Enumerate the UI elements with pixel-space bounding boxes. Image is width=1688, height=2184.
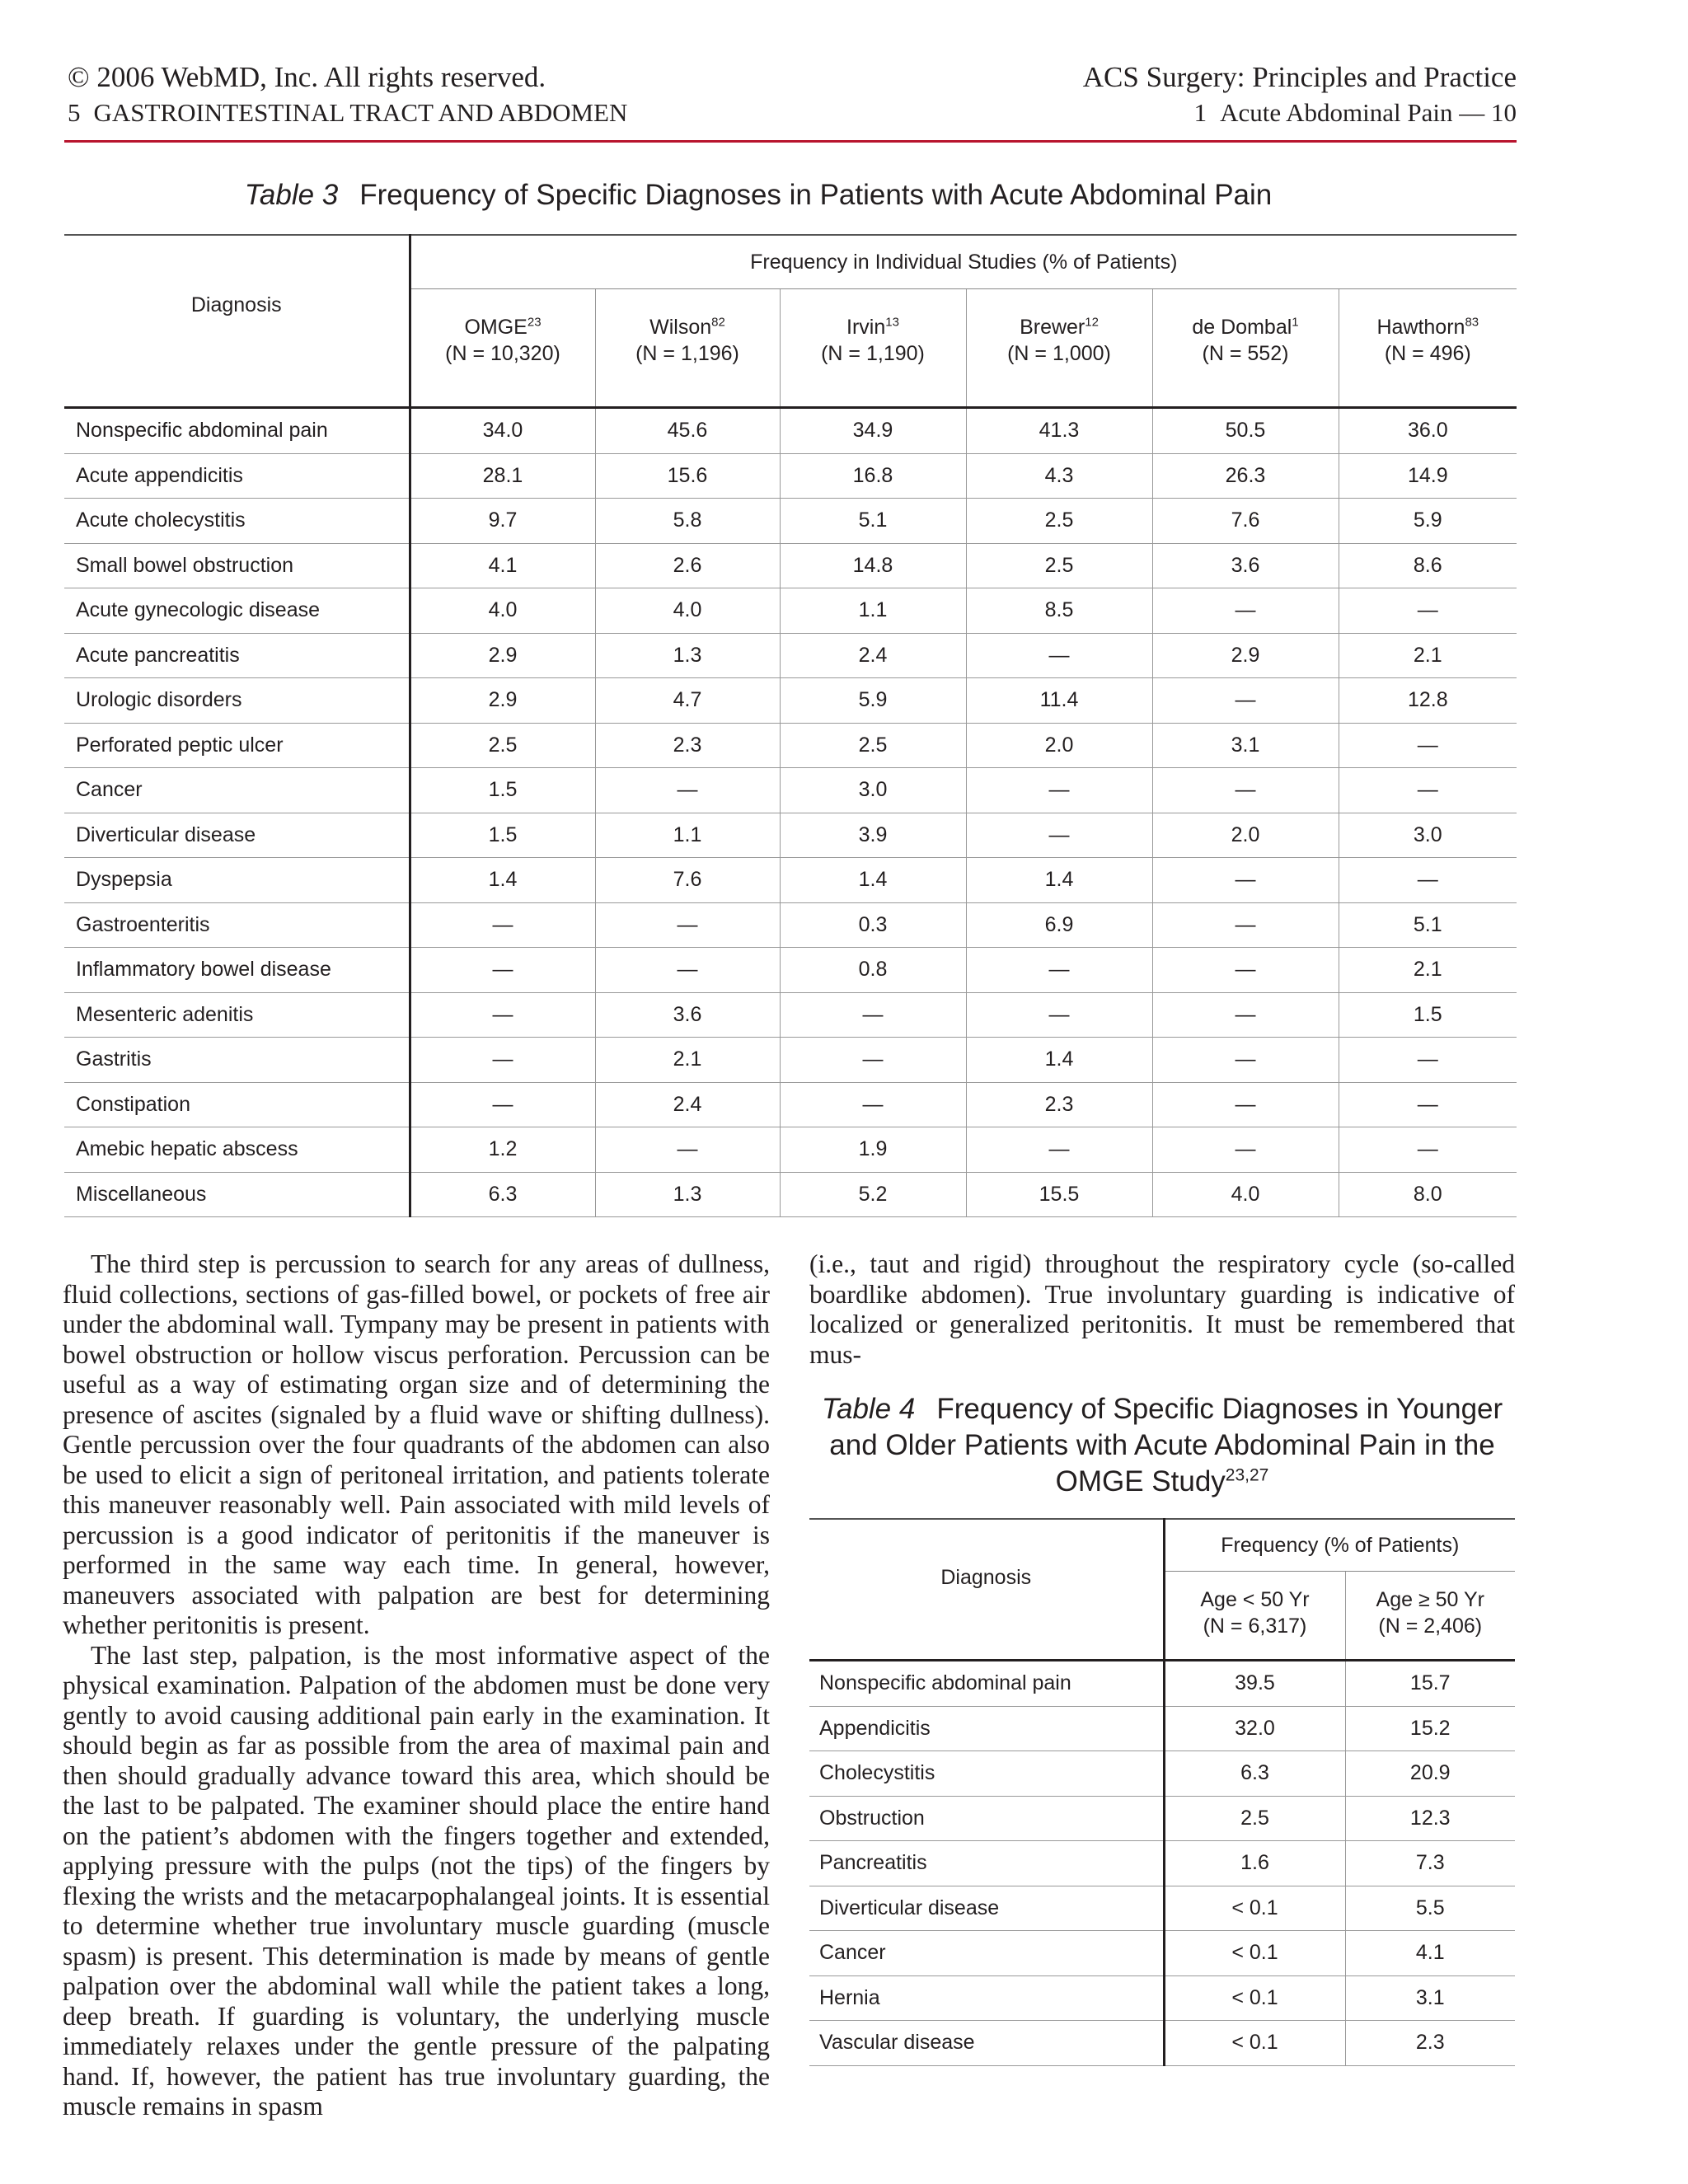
- section-line: [68, 96, 627, 130]
- table-cell: 2.5: [1164, 1796, 1345, 1841]
- table-cell: 6.3: [410, 1172, 595, 1217]
- table-cell: —: [966, 1127, 1152, 1173]
- table-cell: 2.1: [1339, 948, 1517, 993]
- table-cell: 7.6: [595, 858, 780, 903]
- table-cell: —: [966, 992, 1152, 1038]
- table-row: [64, 1172, 1517, 1217]
- table-cell: 2.9: [1152, 633, 1339, 678]
- body-paragraph: The last step, palpation, is the most informative aspect of the physical examination. Palpation of the abdomen must be done very gently to avoid causing additional pain early in the examination. It should begin as far as possible from the area of maximal pain and then should gradually advance toward this area, which should be the last to be palpated. The examiner should place the entire hand on the patient’s abdomen with the fingers together and extended, applying pressure with the pulps (not the tips) of the fingers by flexing the wrists and the metacarpophalangeal joints. It is essential to determine whether true involuntary muscle guarding (muscle spasm) is present. This determination is made by means of gentle palpation over the abdominal wall while the patient takes a long, deep breath. If guarding is voluntary, the underlying muscle immediately relaxes under the gentle pressure of the palpating hand. If, however, the patient has true involuntary guarding, the muscle remains in spasm: [63, 1640, 770, 2121]
- table3-column-header: [966, 289, 1152, 408]
- table3-caption: [0, 176, 1517, 214]
- table-cell: < 0.1: [1164, 1886, 1345, 1931]
- table-cell: —: [1339, 1082, 1517, 1127]
- table-cell: 1.6: [1164, 1841, 1345, 1886]
- column-reference: 83: [1465, 315, 1479, 330]
- table-cell: 3.9: [780, 813, 966, 858]
- table-cell: 28.1: [410, 453, 595, 499]
- table-cell: —: [1339, 723, 1517, 768]
- table-row: [809, 1751, 1515, 1797]
- table-cell: —: [1339, 768, 1517, 813]
- column-sample-size: (N = 6,317): [1203, 1615, 1307, 1638]
- table-row: [64, 1038, 1517, 1083]
- column-group-name: Age ≥ 50 Yr: [1376, 1588, 1484, 1611]
- table-row: [64, 499, 1517, 544]
- table3-label: Table 3: [244, 179, 339, 211]
- table-cell: 2.6: [595, 543, 780, 588]
- table-cell: 8.6: [1339, 543, 1517, 588]
- table-cell: 3.1: [1152, 723, 1339, 768]
- row-diagnosis: Diverticular disease: [64, 813, 410, 858]
- table-row: [64, 543, 1517, 588]
- table-cell: 1.2: [410, 1127, 595, 1173]
- table-cell: 2.3: [966, 1082, 1152, 1127]
- table-cell: —: [410, 948, 595, 993]
- table-cell: 7.6: [1152, 499, 1339, 544]
- table-row: [64, 992, 1517, 1038]
- row-diagnosis: Perforated peptic ulcer: [64, 723, 410, 768]
- table-row: [809, 1931, 1515, 1976]
- row-diagnosis: Small bowel obstruction: [64, 543, 410, 588]
- table-cell: 5.5: [1345, 1886, 1515, 1931]
- table-cell: —: [410, 902, 595, 948]
- table-cell: 50.5: [1152, 408, 1339, 454]
- table4-diagnosis-header: Diagnosis: [809, 1519, 1164, 1661]
- chapter-number: 1: [1193, 98, 1207, 127]
- table-row: [809, 1796, 1515, 1841]
- column-sample-size: (N = 10,320): [445, 342, 560, 365]
- table-cell: —: [410, 1082, 595, 1127]
- column-reference: 12: [1085, 315, 1099, 330]
- table-cell: 3.6: [595, 992, 780, 1038]
- row-diagnosis: Cancer: [64, 768, 410, 813]
- table-cell: 8.0: [1339, 1172, 1517, 1217]
- table-cell: 6.9: [966, 902, 1152, 948]
- table-cell: 12.3: [1345, 1796, 1515, 1841]
- table-cell: 0.8: [780, 948, 966, 993]
- table-row: [64, 588, 1517, 634]
- table-cell: 41.3: [966, 408, 1152, 454]
- table-cell: < 0.1: [1164, 2021, 1345, 2066]
- table-cell: 1.1: [595, 813, 780, 858]
- table-cell: 9.7: [410, 499, 595, 544]
- running-header-left: [68, 59, 627, 130]
- table3-column-header: [595, 289, 780, 408]
- row-diagnosis: Constipation: [64, 1082, 410, 1127]
- table4-title: Frequency of Specific Diagnoses in Younger and Older Patients with Acute Abdominal Pain in the OMGE Study: [829, 1393, 1503, 1497]
- table-cell: —: [966, 948, 1152, 993]
- table-cell: 0.3: [780, 902, 966, 948]
- table-row: [64, 858, 1517, 903]
- copyright-line: © 2006 WebMD, Inc. All rights reserved.: [68, 61, 546, 93]
- table-cell: 15.2: [1345, 1706, 1515, 1751]
- chapter-title: Acute Abdominal Pain — 10: [1220, 98, 1517, 127]
- column-study-name: Brewer: [1020, 316, 1085, 339]
- table-cell: 20.9: [1345, 1751, 1515, 1797]
- table-cell: 1.5: [410, 768, 595, 813]
- column-study-name: Wilson: [649, 316, 712, 339]
- row-diagnosis: Appendicitis: [809, 1706, 1164, 1751]
- table-row: [64, 768, 1517, 813]
- row-diagnosis: Amebic hepatic abscess: [64, 1127, 410, 1173]
- table-cell: < 0.1: [1164, 1931, 1345, 1976]
- table-cell: —: [780, 1082, 966, 1127]
- table-row: [64, 723, 1517, 768]
- table-cell: —: [966, 768, 1152, 813]
- table-row: [809, 1661, 1515, 1707]
- row-diagnosis: Acute gynecologic disease: [64, 588, 410, 634]
- table-cell: 2.9: [410, 678, 595, 724]
- table-cell: 4.0: [410, 588, 595, 634]
- table-cell: —: [1152, 858, 1339, 903]
- table-row: [64, 633, 1517, 678]
- table-cell: —: [966, 813, 1152, 858]
- table-cell: —: [1339, 1038, 1517, 1083]
- row-diagnosis: Nonspecific abdominal pain: [809, 1661, 1164, 1707]
- column-study-name: Hawthorn: [1376, 316, 1465, 339]
- table-cell: —: [410, 1038, 595, 1083]
- table-cell: —: [595, 902, 780, 948]
- table-cell: 5.1: [1339, 902, 1517, 948]
- table-cell: 4.0: [1152, 1172, 1339, 1217]
- table-cell: 1.1: [780, 588, 966, 634]
- table-row: [64, 902, 1517, 948]
- table4-label: Table 4: [821, 1393, 916, 1425]
- table-cell: 4.0: [595, 588, 780, 634]
- section-title: GASTROINTESTINAL TRACT AND ABDOMEN: [93, 98, 628, 127]
- table-cell: —: [595, 768, 780, 813]
- table-cell: 1.5: [410, 813, 595, 858]
- row-diagnosis: Vascular disease: [809, 2021, 1164, 2066]
- row-diagnosis: Obstruction: [809, 1796, 1164, 1841]
- column-sample-size: (N = 1,190): [821, 342, 925, 365]
- table-cell: 4.3: [966, 453, 1152, 499]
- table-cell: 1.4: [966, 858, 1152, 903]
- table-cell: 3.1: [1345, 1975, 1515, 2021]
- row-diagnosis: Cancer: [809, 1931, 1164, 1976]
- table-cell: 15.6: [595, 453, 780, 499]
- table-cell: 1.4: [780, 858, 966, 903]
- table-cell: 5.8: [595, 499, 780, 544]
- row-diagnosis: Gastroenteritis: [64, 902, 410, 948]
- table-cell: —: [410, 992, 595, 1038]
- table-cell: —: [780, 1038, 966, 1083]
- table-cell: 4.1: [410, 543, 595, 588]
- table-row: [64, 408, 1517, 454]
- row-diagnosis: Mesenteric adenitis: [64, 992, 410, 1038]
- row-diagnosis: Miscellaneous: [64, 1172, 410, 1217]
- table-cell: 2.1: [595, 1038, 780, 1083]
- table-cell: 16.8: [780, 453, 966, 499]
- row-diagnosis: Hernia: [809, 1975, 1164, 2021]
- table-cell: —: [780, 992, 966, 1038]
- table-cell: 11.4: [966, 678, 1152, 724]
- table3-title: Frequency of Specific Diagnoses in Patients with Acute Abdominal Pain: [359, 179, 1273, 211]
- row-diagnosis: Diverticular disease: [809, 1886, 1164, 1931]
- table-row: [809, 1975, 1515, 2021]
- table-row: [64, 813, 1517, 858]
- column-sample-size: (N = 496): [1384, 342, 1471, 365]
- table-cell: 2.5: [780, 723, 966, 768]
- table-cell: 5.9: [780, 678, 966, 724]
- table-cell: 1.3: [595, 1172, 780, 1217]
- table-cell: —: [1339, 588, 1517, 634]
- table-cell: 2.1: [1339, 633, 1517, 678]
- table-row: [809, 1841, 1515, 1886]
- table-cell: —: [595, 948, 780, 993]
- table3-column-header: [1339, 289, 1517, 408]
- table-cell: —: [595, 1127, 780, 1173]
- column-sample-size: (N = 552): [1202, 342, 1289, 365]
- table4-title-refs: 23,27: [1225, 1465, 1269, 1485]
- table-cell: —: [1152, 588, 1339, 634]
- table-cell: 1.5: [1339, 992, 1517, 1038]
- table-cell: 1.4: [410, 858, 595, 903]
- table-cell: 2.3: [1345, 2021, 1515, 2066]
- table-cell: 2.4: [780, 633, 966, 678]
- section-number: 5: [68, 98, 81, 127]
- table-cell: 5.1: [780, 499, 966, 544]
- table4-caption: [809, 1391, 1515, 1500]
- column-reference: 23: [527, 315, 542, 330]
- column-reference: 1: [1292, 315, 1299, 330]
- table-cell: 2.9: [410, 633, 595, 678]
- table-cell: —: [1152, 678, 1339, 724]
- table-cell: 14.8: [780, 543, 966, 588]
- table-cell: 1.3: [595, 633, 780, 678]
- row-diagnosis: Cholecystitis: [809, 1751, 1164, 1797]
- table-cell: —: [1152, 1038, 1339, 1083]
- body-text-left: [63, 1249, 770, 2122]
- table-cell: 15.5: [966, 1172, 1152, 1217]
- table-cell: 12.8: [1339, 678, 1517, 724]
- table-cell: 3.0: [1339, 813, 1517, 858]
- table-cell: —: [1152, 948, 1339, 993]
- table-cell: 1.4: [966, 1038, 1152, 1083]
- table-cell: —: [1339, 1127, 1517, 1173]
- table-cell: —: [1339, 858, 1517, 903]
- row-diagnosis: Acute appendicitis: [64, 453, 410, 499]
- table3: [64, 234, 1517, 1217]
- table-cell: —: [1152, 1082, 1339, 1127]
- table4: [809, 1518, 1515, 2066]
- table3-column-header: [1152, 289, 1339, 408]
- row-diagnosis: Inflammatory bowel disease: [64, 948, 410, 993]
- table-row: [809, 1706, 1515, 1751]
- table-cell: 2.5: [410, 723, 595, 768]
- row-diagnosis: Acute cholecystitis: [64, 499, 410, 544]
- table-cell: 14.9: [1339, 453, 1517, 499]
- column-group-name: Age < 50 Yr: [1200, 1588, 1310, 1611]
- table-row: [64, 678, 1517, 724]
- table-cell: —: [1152, 768, 1339, 813]
- header-rule: [64, 140, 1517, 143]
- table-cell: —: [1152, 902, 1339, 948]
- table-row: [64, 1127, 1517, 1173]
- column-reference: 82: [711, 315, 725, 330]
- table-cell: 5.2: [780, 1172, 966, 1217]
- row-diagnosis: Acute pancreatitis: [64, 633, 410, 678]
- column-sample-size: (N = 2,406): [1378, 1615, 1483, 1638]
- table-cell: 1.9: [780, 1127, 966, 1173]
- table-row: [809, 2021, 1515, 2066]
- table-cell: 2.3: [595, 723, 780, 768]
- table-cell: 39.5: [1164, 1661, 1345, 1707]
- table-cell: 36.0: [1339, 408, 1517, 454]
- table-cell: 7.3: [1345, 1841, 1515, 1886]
- table-cell: 4.7: [595, 678, 780, 724]
- table-cell: 3.6: [1152, 543, 1339, 588]
- table-cell: 5.9: [1339, 499, 1517, 544]
- table-row: [64, 453, 1517, 499]
- table-cell: 2.0: [1152, 813, 1339, 858]
- row-diagnosis: Pancreatitis: [809, 1841, 1164, 1886]
- table-cell: 32.0: [1164, 1706, 1345, 1751]
- table-row: [809, 1886, 1515, 1931]
- table3-column-header: [780, 289, 966, 408]
- table-cell: 6.3: [1164, 1751, 1345, 1797]
- table4-column-header: [1164, 1572, 1345, 1661]
- row-diagnosis: Gastritis: [64, 1038, 410, 1083]
- table3-group-header: Frequency in Individual Studies (% of Patients): [410, 235, 1517, 289]
- table-cell: 34.9: [780, 408, 966, 454]
- running-header-right: [1083, 59, 1517, 130]
- row-diagnosis: Nonspecific abdominal pain: [64, 408, 410, 454]
- table-cell: 45.6: [595, 408, 780, 454]
- body-paragraph: (i.e., taut and rigid) throughout the respiratory cycle (so-called boardlike abdomen). True involuntary guarding is indicative of localized or generalized peritonitis. It must be remembered that mus-: [809, 1249, 1515, 1369]
- column-study-name: OMGE: [464, 316, 528, 339]
- table-cell: —: [1152, 1127, 1339, 1173]
- body-text-right: [809, 1249, 1515, 1370]
- table4-group-header: Frequency (% of Patients): [1164, 1519, 1515, 1572]
- column-study-name: de Dombal: [1192, 316, 1292, 339]
- row-diagnosis: Dyspepsia: [64, 858, 410, 903]
- body-paragraph: The third step is percussion to search for any areas of dullness, fluid collections, sections of gas-filled bowel, or pockets of free air under the abdominal wall. Tympany may be present in patients with bowel obstruction or hollow viscus perforation. Percussion can be useful as a way of estimating organ size and of determining the presence of ascites (signaled by a fluid wave or shifting dullness). Gentle percussion over the four quadrants of the abdomen can also be used to elicit a sign of peritoneal irritation, and patients tolerate this maneuver reasonably well. Pain associated with mild levels of percussion is a good indicator of peritonitis if the maneuver is performed in the same way each time. In general, however, maneuvers associated with palpation are best for determining whether peritonitis is present.: [63, 1249, 770, 1639]
- column-study-name: Irvin: [846, 316, 886, 339]
- table3-column-header: [410, 289, 595, 408]
- table-cell: 3.0: [780, 768, 966, 813]
- table-cell: 4.1: [1345, 1931, 1515, 1976]
- table-cell: 34.0: [410, 408, 595, 454]
- table-cell: —: [1152, 992, 1339, 1038]
- column-sample-size: (N = 1,196): [635, 342, 739, 365]
- table-cell: 26.3: [1152, 453, 1339, 499]
- table4-column-header: [1345, 1572, 1515, 1661]
- table-cell: 8.5: [966, 588, 1152, 634]
- table-cell: 2.0: [966, 723, 1152, 768]
- chapter-line: [1083, 96, 1517, 130]
- book-title: ACS Surgery: Principles and Practice: [1082, 61, 1517, 93]
- column-reference: 13: [885, 315, 899, 330]
- table-cell: 2.5: [966, 499, 1152, 544]
- row-diagnosis: Urologic disorders: [64, 678, 410, 724]
- table3-diagnosis-header: Diagnosis: [64, 235, 410, 408]
- table-row: [64, 948, 1517, 993]
- table-cell: 2.5: [966, 543, 1152, 588]
- table-cell: < 0.1: [1164, 1975, 1345, 2021]
- table-cell: 2.4: [595, 1082, 780, 1127]
- column-sample-size: (N = 1,000): [1007, 342, 1111, 365]
- table-cell: —: [966, 633, 1152, 678]
- table-row: [64, 1082, 1517, 1127]
- table-cell: 15.7: [1345, 1661, 1515, 1707]
